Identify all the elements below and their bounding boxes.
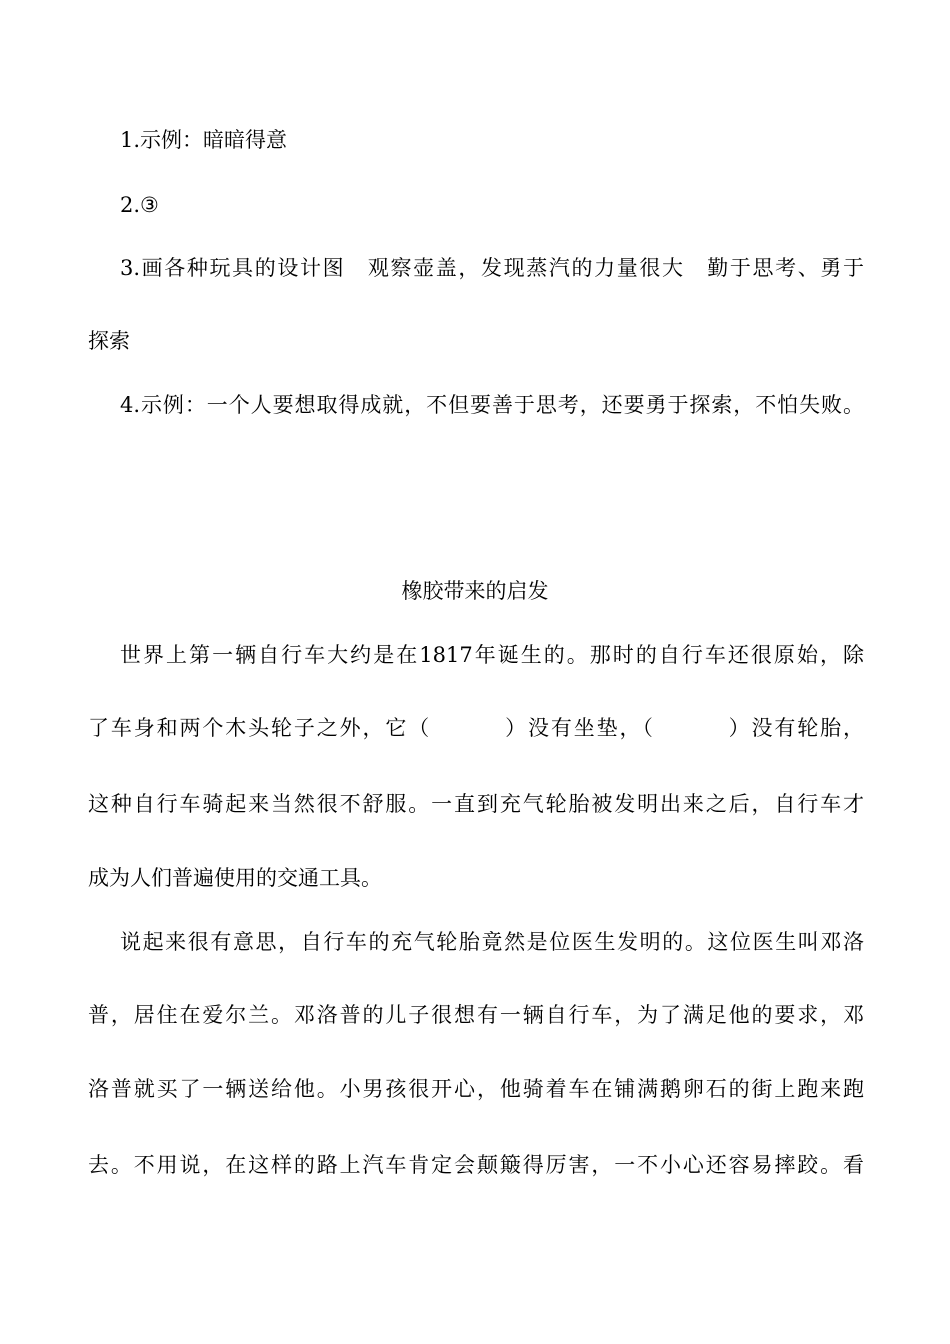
answer-4: 4.示例：一个人要想取得成就，不但要善于思考，还要勇于探索，不怕失败。 bbox=[120, 393, 864, 417]
paragraph-1-line-2-part-a: 了车身和两个木头轮子之外，它（ bbox=[88, 716, 432, 740]
paragraph-2-line-1: 说起来很有意思，自行车的充气轮胎竟然是位医生发明的。这位医生叫邓洛 bbox=[120, 930, 864, 954]
answer-3-line-2: 探索 bbox=[88, 329, 130, 353]
paragraph-2-line-2: 普，居住在爱尔兰。邓洛普的儿子很想有一辆自行车，为了满足他的要求，邓 bbox=[88, 1003, 864, 1027]
answer-1: 1.示例：暗暗得意 bbox=[120, 128, 288, 152]
paragraph-1-line-2 bbox=[88, 714, 864, 742]
answer-2: 2.③ bbox=[120, 193, 159, 217]
paragraph-1-line-4: 成为人们普遍使用的交通工具。 bbox=[88, 866, 382, 890]
paragraph-1-line-1: 世界上第一辆自行车大约是在1817年诞生的。那时的自行车还很原始，除 bbox=[120, 643, 864, 667]
article-title: 橡胶带来的启发 bbox=[401, 579, 549, 603]
paragraph-1-line-3: 这种自行车骑起来当然很不舒服。一直到充气轮胎被发明出来之后，自行车才 bbox=[88, 792, 864, 816]
paragraph-2-line-4: 去。不用说，在这样的路上汽车肯定会颠簸得厉害，一不小心还容易摔跤。看 bbox=[88, 1153, 864, 1177]
paragraph-1-line-2-part-c: ）没有轮胎， bbox=[726, 716, 864, 740]
paragraph-1-line-2-part-b: ）没有坐垫，（ bbox=[503, 716, 655, 740]
paragraph-2-line-3: 洛普就买了一辆送给他。小男孩很开心，他骑着车在铺满鹅卵石的街上跑来跑 bbox=[88, 1077, 864, 1101]
answer-3-line-1: 3.画各种玩具的设计图 观察壶盖，发现蒸汽的力量很大 勤于思考、勇于 bbox=[120, 256, 864, 280]
